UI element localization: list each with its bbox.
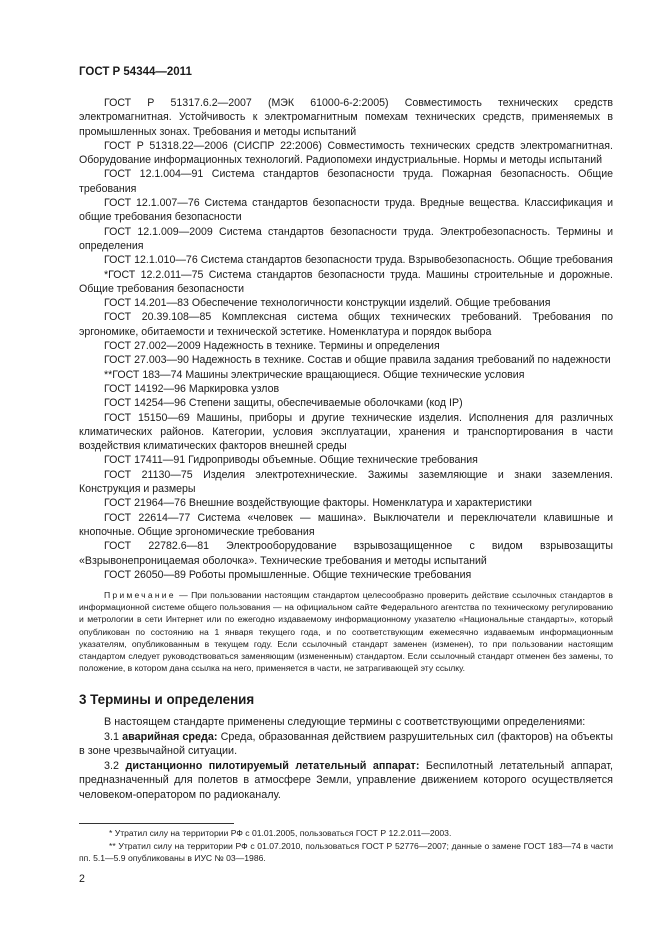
term-name: аварийная среда: (122, 730, 218, 743)
reference-item: ГОСТ 15150—69 Машины, приборы и другие технические изделия. Исполнения для различных климатических районов. Категории, условия эксплуатации, хранения и транспортирования в части воздействия климатических факторов внешней среды (79, 411, 613, 453)
reference-item: ГОСТ 12.1.010—76 Система стандартов безопасности труда. Взрывобезопасность. Общие требования (104, 254, 613, 267)
page-number: 2 (79, 873, 85, 885)
term-definition (79, 759, 613, 803)
reference-item: ГОСТ 27.002—2009 Надежность в технике. Термины и определения (104, 340, 440, 353)
reference-item: ГОСТ 14254—96 Степени защиты, обеспечиваемые оболочками (код IP) (104, 397, 463, 410)
note-text: — При пользовании настоящим стандартом целесообразно проверить действие ссылочных стандартов в информационной системе общего пользования — на официальном сайте Федерального агентства по техническому регулированию и метрологии в сети Интернет или по ежегодно издаваемому информационному указателю «Национальные стандарты», который опубликован по состоянию на 1 января текущего года, и по соответствующим ежемесячно издаваемым информационным указателям, опубликованным в текущем году. Если ссылочный стандарт заменен (изменен), то при пользовании настоящим стандартом следует руководствоваться заменяющим (измененным) стандартом. Если ссылочный стандарт отменен без замены, то положение, в котором дана ссылка на него, применяется в части, не затрагивающей эту ссылку. (79, 590, 614, 674)
term-text: Среда, образованная действием разрушительных сил (факторов) на объекты в зоне чрезвычайной ситуации. (79, 730, 614, 758)
footnotes (79, 823, 613, 865)
reference-item: ГОСТ 21964—76 Внешние воздействующие факторы. Номенклатура и характеристики (104, 497, 532, 510)
reference-item: ГОСТ 12.1.004—91 Система стандартов безопасности труда. Пожарная безопасность. Общие требования (79, 168, 613, 195)
document-header: ГОСТ Р 54344—2011 (79, 66, 192, 78)
terms-section (79, 692, 613, 803)
reference-item: ГОСТ 12.1.007—76 Система стандартов безопасности труда. Вредные вещества. Классификация и общие требования безопасности (79, 197, 613, 224)
note-label: Примечание (104, 590, 176, 600)
footnote-divider (79, 823, 234, 824)
section-title: 3 Термины и определения (79, 692, 255, 707)
section-intro: В настоящем стандарте применены следующие термины с соответствующими определениями: (104, 716, 586, 728)
normative-references-list (79, 96, 613, 582)
term-text: Беспилотный летательный аппарат, предназначенный для полетов в атмосфере Земли, управление движением которого осуществляется человеком-оператором по радиоканалу. (79, 759, 614, 801)
reference-item: ГОСТ 22614—77 Система «человек — машина». Выключатели и переключатели клавишные и кнопочные. Общие эргономические требования (79, 511, 613, 538)
reference-item: ГОСТ 26050—89 Роботы промышленные. Общие технические требования (104, 568, 472, 581)
footnote: ** Утратил силу на территории РФ с 01.07.2010, пользоваться ГОСТ Р 52776—2007; данные о замене ГОСТ 183—74 в части пп. 5.1—5.9 опубликованы в ИУС № 03—1986. (79, 840, 613, 863)
reference-item: ГОСТ 14192—96 Маркировка узлов (104, 382, 280, 395)
term-number: 3.1 (104, 730, 120, 743)
reference-item: **ГОСТ 183—74 Машины электрические вращающиеся. Общие технические условия (104, 368, 525, 381)
term-definition (79, 730, 613, 759)
reference-item: ГОСТ 14.201—83 Обеспечение технологичности конструкции изделий. Общие требования (104, 297, 551, 310)
footnote: * Утратил силу на территории РФ с 01.01.2005, пользоваться ГОСТ Р 12.2.011—2003. (109, 828, 452, 838)
reference-item: ГОСТ 12.1.009—2009 Система стандартов безопасности труда. Электробезопасность. Термины и определения (79, 225, 613, 252)
term-name: дистанционно пилотируемый летательный аппарат: (125, 759, 420, 772)
reference-item: ГОСТ 21130—75 Изделия электротехнические. Зажимы заземляющие и знаки заземления. Конструкция и размеры (79, 468, 613, 496)
reference-item: ГОСТ Р 51317.6.2—2007 (МЭК 61000-6-2:2005) Совместимость технических средств электромагнитная. Устойчивость к электромагнитным помехам технических средств, применяемых в промышленных зонах. Требования и методы испытаний (79, 97, 613, 138)
reference-item: ГОСТ 20.39.108—85 Комплексная система общих технических требований. Требования по эргономике, обитаемости и технической эстетике. Номенклатура и порядок выбора (79, 311, 613, 338)
reference-item: ГОСТ Р 51318.22—2006 (СИСПР 22:2006) Совместимость технических средств электромагнитная. Оборудование информационных технологий. Радиопомехи индустриальные. Нормы и методы испытаний (79, 139, 613, 167)
reference-item: ГОСТ 27.003—90 Надежность в технике. Состав и общие правила задания требований по надежности (104, 354, 611, 367)
reference-item: *ГОСТ 12.2.011—75 Система стандартов безопасности труда. Машины строительные и дорожные. Общие требования безопасности (79, 268, 613, 295)
reference-item: ГОСТ 17411—91 Гидроприводы объемные. Общие технические требования (104, 454, 478, 467)
reference-item: ГОСТ 22782.6—81 Электрооборудование взрывозащищенное с видом взрывозащиты «Взрывонепроницаемая оболочка». Технические требования и методы испытаний (79, 540, 613, 567)
term-number: 3.2 (104, 759, 120, 772)
note-paragraph (79, 589, 613, 674)
